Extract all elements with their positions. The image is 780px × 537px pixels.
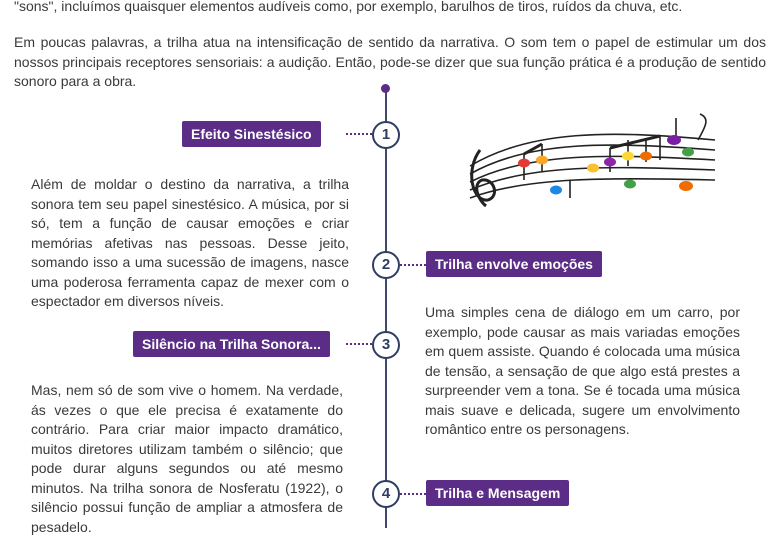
timeline-connector-3 (346, 343, 372, 345)
section-2-text: Uma simples cena de diálogo em um carro, por exemplo, pode causar as mais variadas emoções em quem assiste. Quando é colocada uma música de tensão, a sensação de que algo está prestes a surpreender vem a tona. Se é tocada uma música mais suave e delicada, sugere um envolvimento romântico entre os personagens. (425, 304, 740, 437)
timeline-title-2: Trilha envolve emoções (426, 251, 602, 277)
section-3-text: Mas, nem só de som vive o homem. Na verdade, ás vezes o que ele precisa é exatamente do contrário. Para criar maior impacto dramático, muitos diretores utilizam também o silêncio; que pode durar alguns segundos ou até mesmo minutos. Na trilha sonora de Nosferatu (1922), o silêncio possui função de ampliar a atmosfera de pesadelo. (31, 382, 343, 535)
timeline-start-dot (381, 84, 390, 93)
timeline-line (385, 88, 387, 528)
music-staff-icon (460, 110, 725, 210)
timeline-number-1: 1 (372, 121, 400, 149)
timeline-number-4: 4 (372, 480, 400, 508)
section-1-text: Além de moldar o destino da narrativa, a trilha sonora tem seu papel sinestésico. A música, por si só, tem a função de causar emoções e criar memórias afetivas nas pessoas. Desse jeito, somando isso a uma sucessão de imagens, nasce uma poderosa ferramenta capaz de mexer com o espectador em diversos níveis. (31, 176, 349, 309)
timeline-number-2: 2 (372, 251, 400, 279)
timeline-connector-1 (346, 133, 372, 135)
timeline-title-1: Efeito Sinestésico (182, 121, 321, 147)
intro-top-line: "sons", incluímos quaisquer elementos audíveis como, por exemplo, barulhos de tiros, ruídos da chuva, etc. (14, 0, 683, 14)
intro-paragraph: Em poucas palavras, a trilha atua na intensificação de sentido da narrativa. O som tem o papel de estimular um dos nossos principais receptores sensoriais: a audição. Então, pode-se dizer que sua função prática é a produção de sentido sonoro para a obra. (14, 34, 766, 89)
timeline-connector-4 (400, 493, 426, 495)
timeline-connector-2 (400, 264, 426, 266)
timeline-title-3: Silêncio na Trilha Sonora... (133, 331, 330, 357)
timeline-title-4: Trilha e Mensagem (426, 480, 569, 506)
timeline-number-3: 3 (372, 331, 400, 359)
